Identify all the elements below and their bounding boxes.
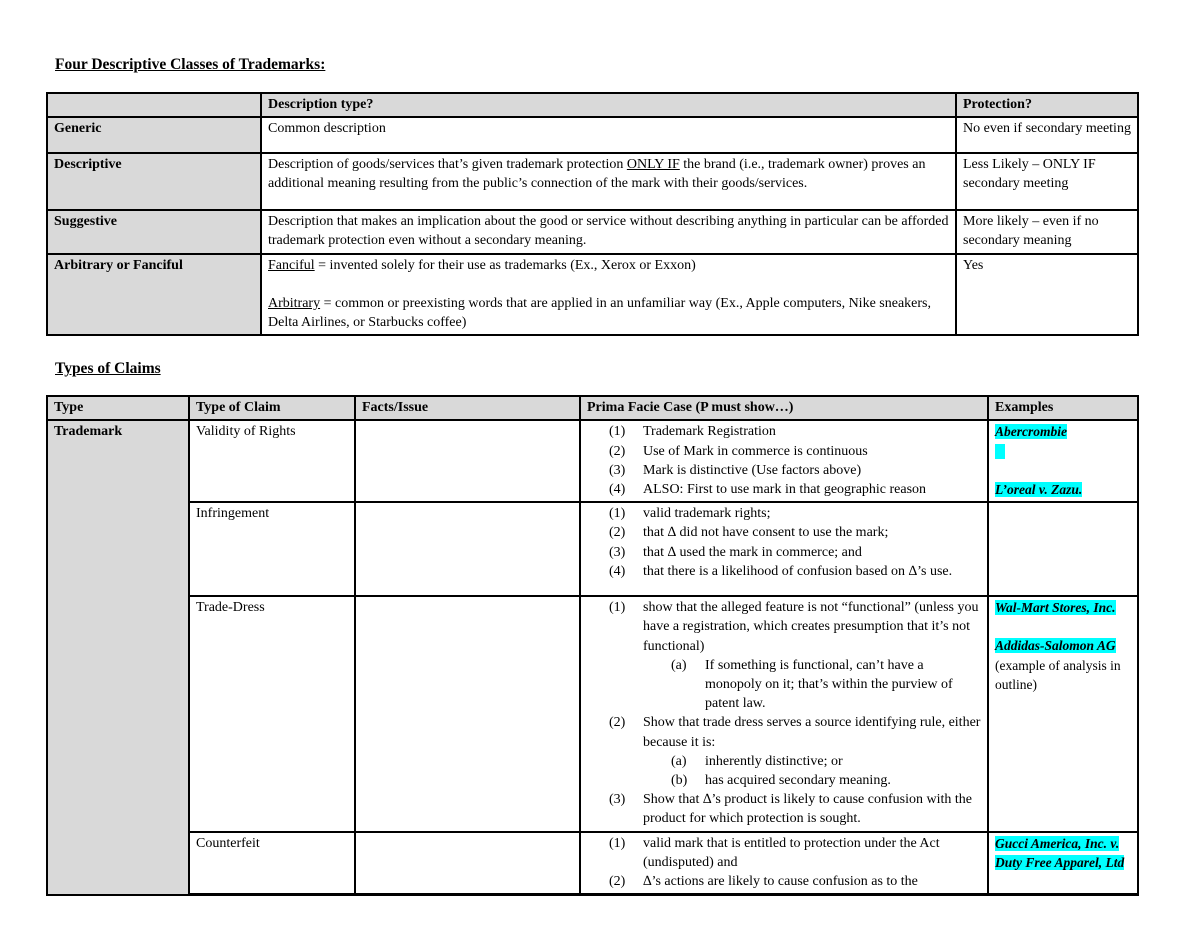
facts-validity — [355, 420, 580, 502]
item-number: (3) — [609, 462, 626, 478]
list-item — [587, 461, 981, 480]
item-text: that there is a likelihood of confusion based on ∆’s use. — [643, 563, 953, 579]
fanciful-definition — [268, 256, 949, 275]
item-number: (1) — [609, 600, 626, 616]
arbitrary-definition — [268, 294, 949, 332]
examples-trade-dress — [988, 596, 1138, 831]
list-item — [587, 872, 981, 891]
list-item — [587, 562, 981, 581]
item-text: ∆’s actions are likely to cause confusion as to the — [643, 874, 918, 890]
examples-counterfeit — [988, 832, 1138, 895]
example-case — [995, 480, 1131, 499]
item-number: (3) — [609, 544, 626, 560]
list-item — [587, 480, 981, 499]
highlight-stub — [995, 442, 1131, 461]
example-case — [995, 636, 1131, 694]
classes-header-row — [47, 93, 1138, 117]
item-number: (2) — [609, 443, 626, 459]
list-item — [587, 790, 981, 828]
claims-row-counterfeit — [47, 832, 1138, 895]
item-text: Mark is distinctive (Use factors above) — [643, 462, 862, 478]
heading-classes: Four Descriptive Classes of Trademarks: — [55, 56, 326, 73]
list-subitem — [587, 752, 981, 771]
claims-table — [46, 395, 1139, 896]
class-protection-generic: No even if secondary meeting — [956, 117, 1138, 153]
class-label-arbitrary-fanciful: Arbitrary or Fanciful — [47, 254, 261, 336]
descriptive-text-underlined: ONLY IF — [626, 157, 680, 173]
item-text: valid trademark rights; — [643, 506, 771, 522]
list-item — [587, 442, 981, 461]
list-item — [587, 523, 981, 542]
prima-facie-validity — [580, 420, 988, 502]
classes-table — [46, 92, 1139, 336]
descriptive-text-pre: Description of goods/services that’s given trademark protection — [268, 157, 627, 173]
class-protection-descriptive: Less Likely – ONLY IF secondary meeting — [956, 153, 1138, 210]
item-text: ALSO: First to use mark in that geographic reason — [643, 482, 927, 498]
descriptive-text-post: the brand (i.e., trademark owner) proves an additional meaning resulting from the public’s connection of the mark with their goods/services. — [268, 157, 926, 192]
list-item — [587, 713, 981, 751]
class-protection-suggestive: More likely – even if no secondary meaning — [956, 210, 1138, 253]
classes-header-blank-cell — [47, 93, 261, 117]
item-text: Show that trade dress serves a source identifying rule, either because it is: — [643, 715, 981, 750]
case-citation: Wal-Mart Stores, Inc. — [995, 600, 1116, 616]
item-number: (2) — [609, 525, 626, 541]
case-citation: Gucci America, Inc. v. Duty Free Apparel, Ltd — [995, 835, 1125, 870]
item-text: If something is functional, can’t have a monopoly on it; that’s within the purview of patent law. — [705, 657, 953, 712]
claims-row-validity — [47, 420, 1138, 502]
classes-row-arbitrary-fanciful — [47, 254, 1138, 336]
list-item — [587, 834, 981, 872]
claims-row-infringement — [47, 502, 1138, 596]
item-text: that ∆ did not have consent to use the mark; — [643, 525, 889, 541]
spacer-line — [995, 461, 1131, 480]
claims-header-examples: Examples — [988, 396, 1138, 420]
item-text: show that the alleged feature is not “functional” (unless you have a registration, which creates presumption that it’s not functional) — [643, 600, 979, 654]
claim-name-validity: Validity of Rights — [189, 420, 355, 502]
list-item — [587, 504, 981, 523]
class-description-descriptive — [261, 153, 956, 210]
examples-infringement — [988, 502, 1138, 596]
classes-header-description: Description type? — [261, 93, 956, 117]
class-description-generic: Common description — [261, 117, 956, 153]
claims-header-row — [47, 396, 1138, 420]
claim-name-trade-dress: Trade-Dress — [189, 596, 355, 831]
spacer-line — [995, 617, 1131, 636]
prima-facie-counterfeit — [580, 832, 988, 895]
item-text: inherently distinctive; or — [705, 753, 843, 769]
class-description-suggestive: Description that makes an implication about the good or service without describing anything in particular can be afforded trademark protection even without a secondary meaning. — [261, 210, 956, 253]
item-number: (a) — [671, 657, 687, 673]
case-citation: Abercrombie — [995, 424, 1067, 440]
item-text: Trademark Registration — [643, 424, 776, 440]
item-number: (a) — [671, 753, 687, 769]
item-number: (4) — [609, 482, 626, 498]
facts-trade-dress — [355, 596, 580, 831]
claims-header-type: Type — [47, 396, 189, 420]
class-description-arbitrary-fanciful — [261, 254, 956, 336]
item-text: Show that ∆’s product is likely to cause confusion with the product for which protection is sought. — [643, 792, 972, 827]
facts-counterfeit — [355, 832, 580, 895]
list-subitem — [587, 656, 981, 714]
class-protection-arbitrary-fanciful: Yes — [956, 254, 1138, 336]
class-label-generic: Generic — [47, 117, 261, 153]
arbitrary-def-text: = common or preexisting words that are applied in an unfamiliar way (Ex., Apple computers, Nike sneakers, Delta Airlines, or Starbucks coffee) — [268, 295, 931, 331]
claims-header-type-of-claim: Type of Claim — [189, 396, 355, 420]
item-number: (1) — [609, 835, 626, 851]
classes-row-generic — [47, 117, 1138, 153]
fanciful-term: Fanciful — [268, 257, 315, 273]
list-item — [587, 598, 981, 656]
claims-header-facts-issue: Facts/Issue — [355, 396, 580, 420]
list-item — [587, 543, 981, 562]
case-citation: L’oreal v. Zazu. — [995, 481, 1083, 497]
list-item — [587, 422, 981, 441]
prima-facie-infringement — [580, 502, 988, 596]
classes-header-protection: Protection? — [956, 93, 1138, 117]
class-label-descriptive: Descriptive — [47, 153, 261, 210]
claim-name-infringement: Infringement — [189, 502, 355, 596]
claim-type-trademark: Trademark — [47, 420, 189, 894]
examples-validity — [988, 420, 1138, 502]
class-label-suggestive: Suggestive — [47, 210, 261, 253]
item-text: valid mark that is entitled to protection under the Act (undisputed) and — [643, 835, 940, 870]
facts-infringement — [355, 502, 580, 596]
item-text: has acquired secondary meaning. — [705, 773, 891, 789]
claim-name-counterfeit: Counterfeit — [189, 832, 355, 895]
item-number: (2) — [609, 874, 626, 890]
classes-row-descriptive — [47, 153, 1138, 210]
claims-row-trade-dress — [47, 596, 1138, 831]
example-case — [995, 834, 1131, 872]
list-subitem — [587, 771, 981, 790]
prima-facie-trade-dress — [580, 596, 988, 831]
example-case — [995, 598, 1131, 617]
item-number: (1) — [609, 506, 626, 522]
arbitrary-term: Arbitrary — [268, 295, 321, 311]
item-number: (b) — [671, 773, 688, 789]
claims-header-prima-facie: Prima Facie Case (P must show…) — [580, 396, 988, 420]
item-number: (2) — [609, 715, 626, 731]
item-number: (1) — [609, 424, 626, 440]
item-number: (4) — [609, 563, 626, 579]
heading-claims: Types of Claims — [55, 360, 161, 378]
item-text: Use of Mark in commerce is continuous — [643, 443, 868, 459]
case-citation: Addidas-Salomon AG — [995, 638, 1116, 654]
example-case — [995, 422, 1131, 441]
item-text: that ∆ used the mark in commerce; and — [643, 544, 862, 560]
spacer-line — [268, 275, 949, 294]
item-number: (3) — [609, 792, 626, 808]
classes-row-suggestive — [47, 210, 1138, 253]
fanciful-def-text: = invented solely for their use as trademarks (Ex., Xerox or Exxon) — [314, 257, 696, 273]
case-note: (example of analysis in outline) — [995, 657, 1121, 692]
